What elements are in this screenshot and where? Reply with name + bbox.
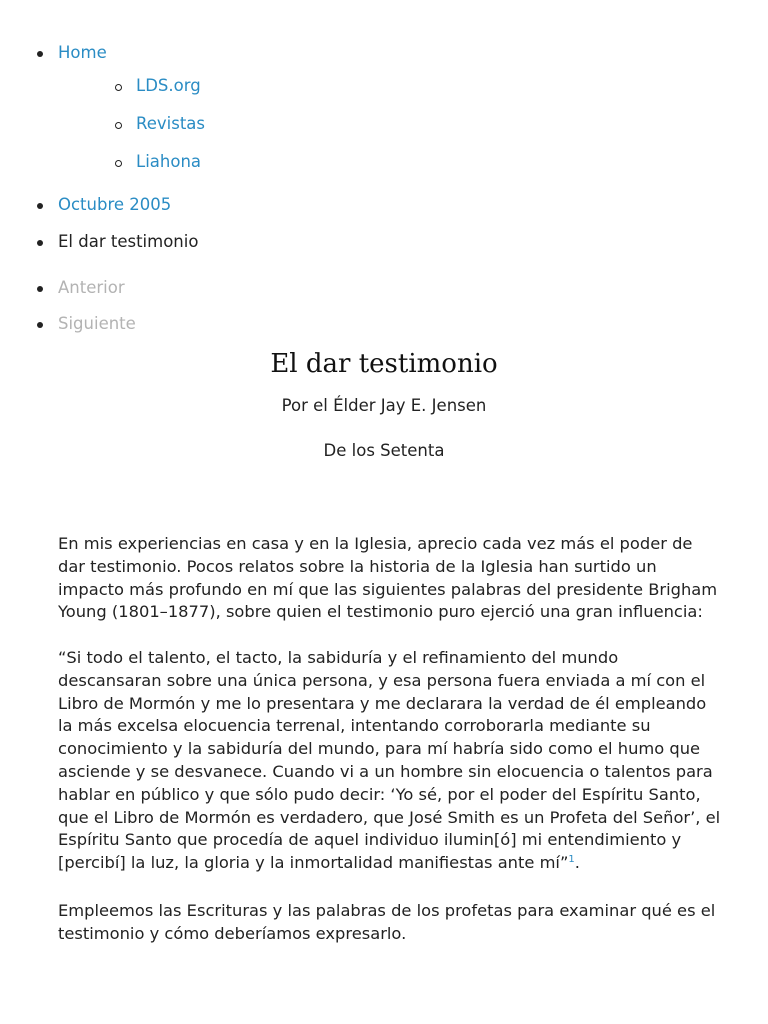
breadcrumb-item-liahona <box>58 150 768 174</box>
current-page-label: El dar testimonio <box>58 232 199 251</box>
revistas-link[interactable]: Revistas <box>136 114 205 133</box>
article-affiliation: De los Setenta <box>323 441 445 460</box>
pager-item-next <box>0 312 768 336</box>
breadcrumb-sublist <box>58 74 768 174</box>
breadcrumb-item-revistas <box>58 112 768 136</box>
article-paragraph-1: En mis experiencias en casa y en la Iglesia, aprecio cada vez más el poder de dar testimonio. Pocos relatos sobre la historia de la Iglesia han surtido un impacto más profundo en mí que las siguientes palabras del presidente Brigham Young (1801–1877), sobre quien el testimonio puro ejerció una gran influencia: <box>58 534 718 622</box>
breadcrumb-item-lds <box>58 74 768 98</box>
liahona-link[interactable]: Liahona <box>136 152 202 171</box>
breadcrumb-item-current <box>0 230 768 254</box>
breadcrumb <box>0 41 768 183</box>
article-title: El dar testimonio <box>270 349 498 379</box>
quote-text: “Si todo el talento, el tacto, la sabiduría y el refinamiento del mundo descansaran sobre una única persona, y esa persona fuera enviada a mí con el Libro de Mormón y me lo presentara y me declarara la verdad de él empleando la más excelsa elocuencia terrenal, intentando corroborarla mediante su conocimiento y la sabiduría del mundo, para mí habría sido como el humo que asciende y se desvanece. Cuando vi a un hombre sin elocuencia o talentos para hablar en público y que sólo pudo decir: ‘Yo sé, por el poder del Espíritu Santo, que el Libro de Mormón es verdadero, que José Smith es un Profeta del Señor’, el Espíritu Santo que procedía de aquel individuo ilumin[ó] mi entendimiento y [percibí] la luz, la gloria y la inmortalidad manifiestas ante mí” <box>58 648 721 873</box>
breadcrumb-item-issue <box>0 193 768 217</box>
pager <box>0 276 768 336</box>
home-link[interactable]: Home <box>58 43 107 62</box>
article-paragraph-3: Empleemos las Escrituras y las palabras de los profetas para examinar qué es el testimonio y cómo deberíamos expresarlo. <box>58 901 716 943</box>
issue-link[interactable]: Octubre 2005 <box>58 195 172 214</box>
pager-item-previous <box>0 276 768 300</box>
next-link[interactable]: Siguiente <box>58 314 136 333</box>
quote-end: . <box>574 853 580 873</box>
lds-org-link[interactable]: LDS.org <box>136 76 201 95</box>
issue-list <box>0 193 768 254</box>
breadcrumb-item-home <box>0 41 768 174</box>
footnote-link[interactable]: 1 <box>568 854 575 866</box>
previous-link[interactable]: Anterior <box>58 278 125 297</box>
article-paragraph-2 <box>58 647 722 875</box>
article-author: Por el Élder Jay E. Jensen <box>281 396 487 415</box>
